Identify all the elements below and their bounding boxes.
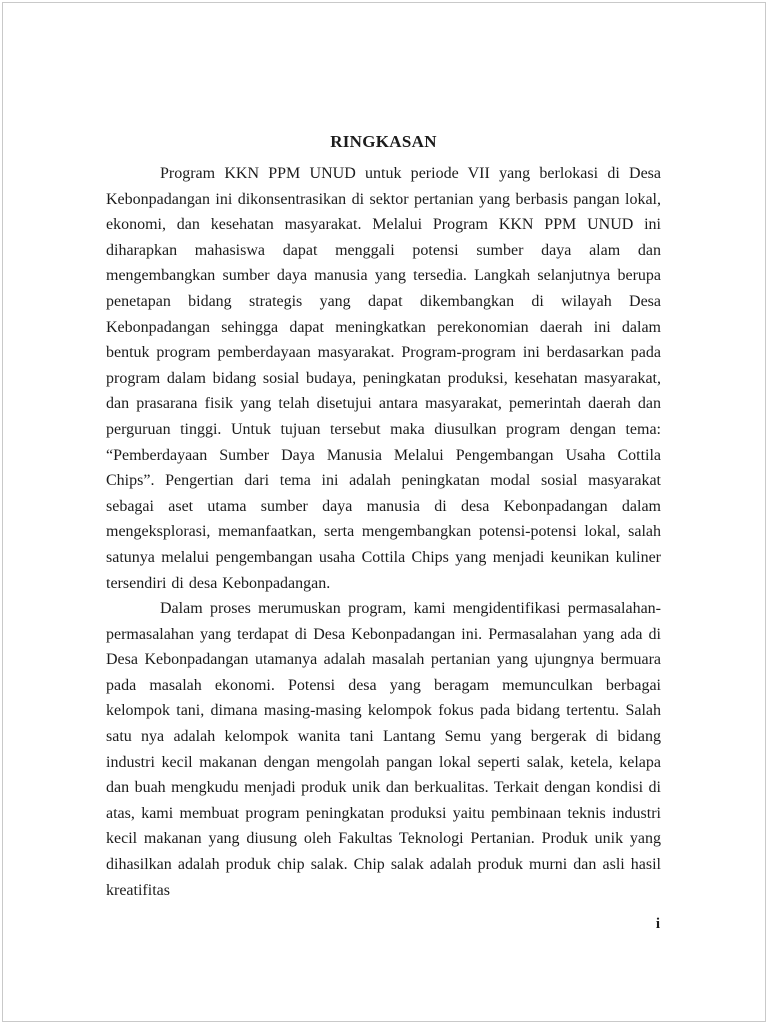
page-number: i bbox=[655, 916, 660, 932]
page-title: RINGKASAN bbox=[330, 132, 437, 151]
summary-section bbox=[106, 132, 661, 903]
paragraph-2: Dalam proses merumuskan program, kami mengidentifikasi permasalahan-permasalahan yang terdapat di Desa Kebonpadangan ini. Permasalahan yang ada di Desa Kebonpadangan utamanya adalah masalah pertanian yang ujungnya bermuara pada masalah ekonomi. Potensi desa yang beragam memunculkan berbagai kelompok tani, dimana masing-masing kelompok fokus pada bidang tertentu. Salah satu nya adalah kelompok wanita tani Lantang Semu yang bergerak di bidang industri kecil makanan dengan mengolah pangan lokal seperti salak, ketela, kelapa dan buah mengkudu menjadi produk unik dan berkualitas. Terkait dengan kondisi di atas, kami membuat program peningkatan produksi yaitu pembinaan teknis industri kecil makanan yang diusung oleh Fakultas Teknologi Pertanian. Produk unik yang dihasilkan adalah produk chip salak. Chip salak adalah produk murni dan asli hasil kreatifitas bbox=[106, 600, 661, 899]
paragraph-1: Program KKN PPM UNUD untuk periode VII yang berlokasi di Desa Kebonpadangan ini dikonsentrasikan di sektor pertanian yang berbasis pangan lokal, ekonomi, dan kesehatan masyarakat. Melalui Program KKN PPM UNUD ini diharapkan mahasiswa dapat menggali potensi sumber daya alam dan mengembangkan sumber daya manusia yang tersedia. Langkah selanjutnya berupa penetapan bidang strategis yang dapat dikembangkan di wilayah Desa Kebonpadangan sehingga dapat meningkatkan perekonomian daerah ini dalam bentuk program pemberdayaan masyarakat. Program-program ini berdasarkan pada program dalam bidang sosial budaya, peningkatan produksi, kesehatan masyarakat, dan prasarana fisik yang telah disetujui antara masyarakat, pemerintah daerah dan perguruan tinggi. Untuk tujuan tersebut maka diusulkan program dengan tema: “Pemberdayaan Sumber Daya Manusia Melalui Pengembangan Usaha Cottila Chips”. Pengertian dari tema ini adalah peningkatan modal sosial masyarakat sebagai aset utama sumber daya manusia di desa Kebonpadangan dalam mengeksplorasi, memanfaatkan, serta mengembangkan potensi-potensi lokal, salah satunya melalui pengembangan usaha Cottila Chips yang menjadi keunikan kuliner tersendiri di desa Kebonpadangan. bbox=[106, 165, 661, 592]
